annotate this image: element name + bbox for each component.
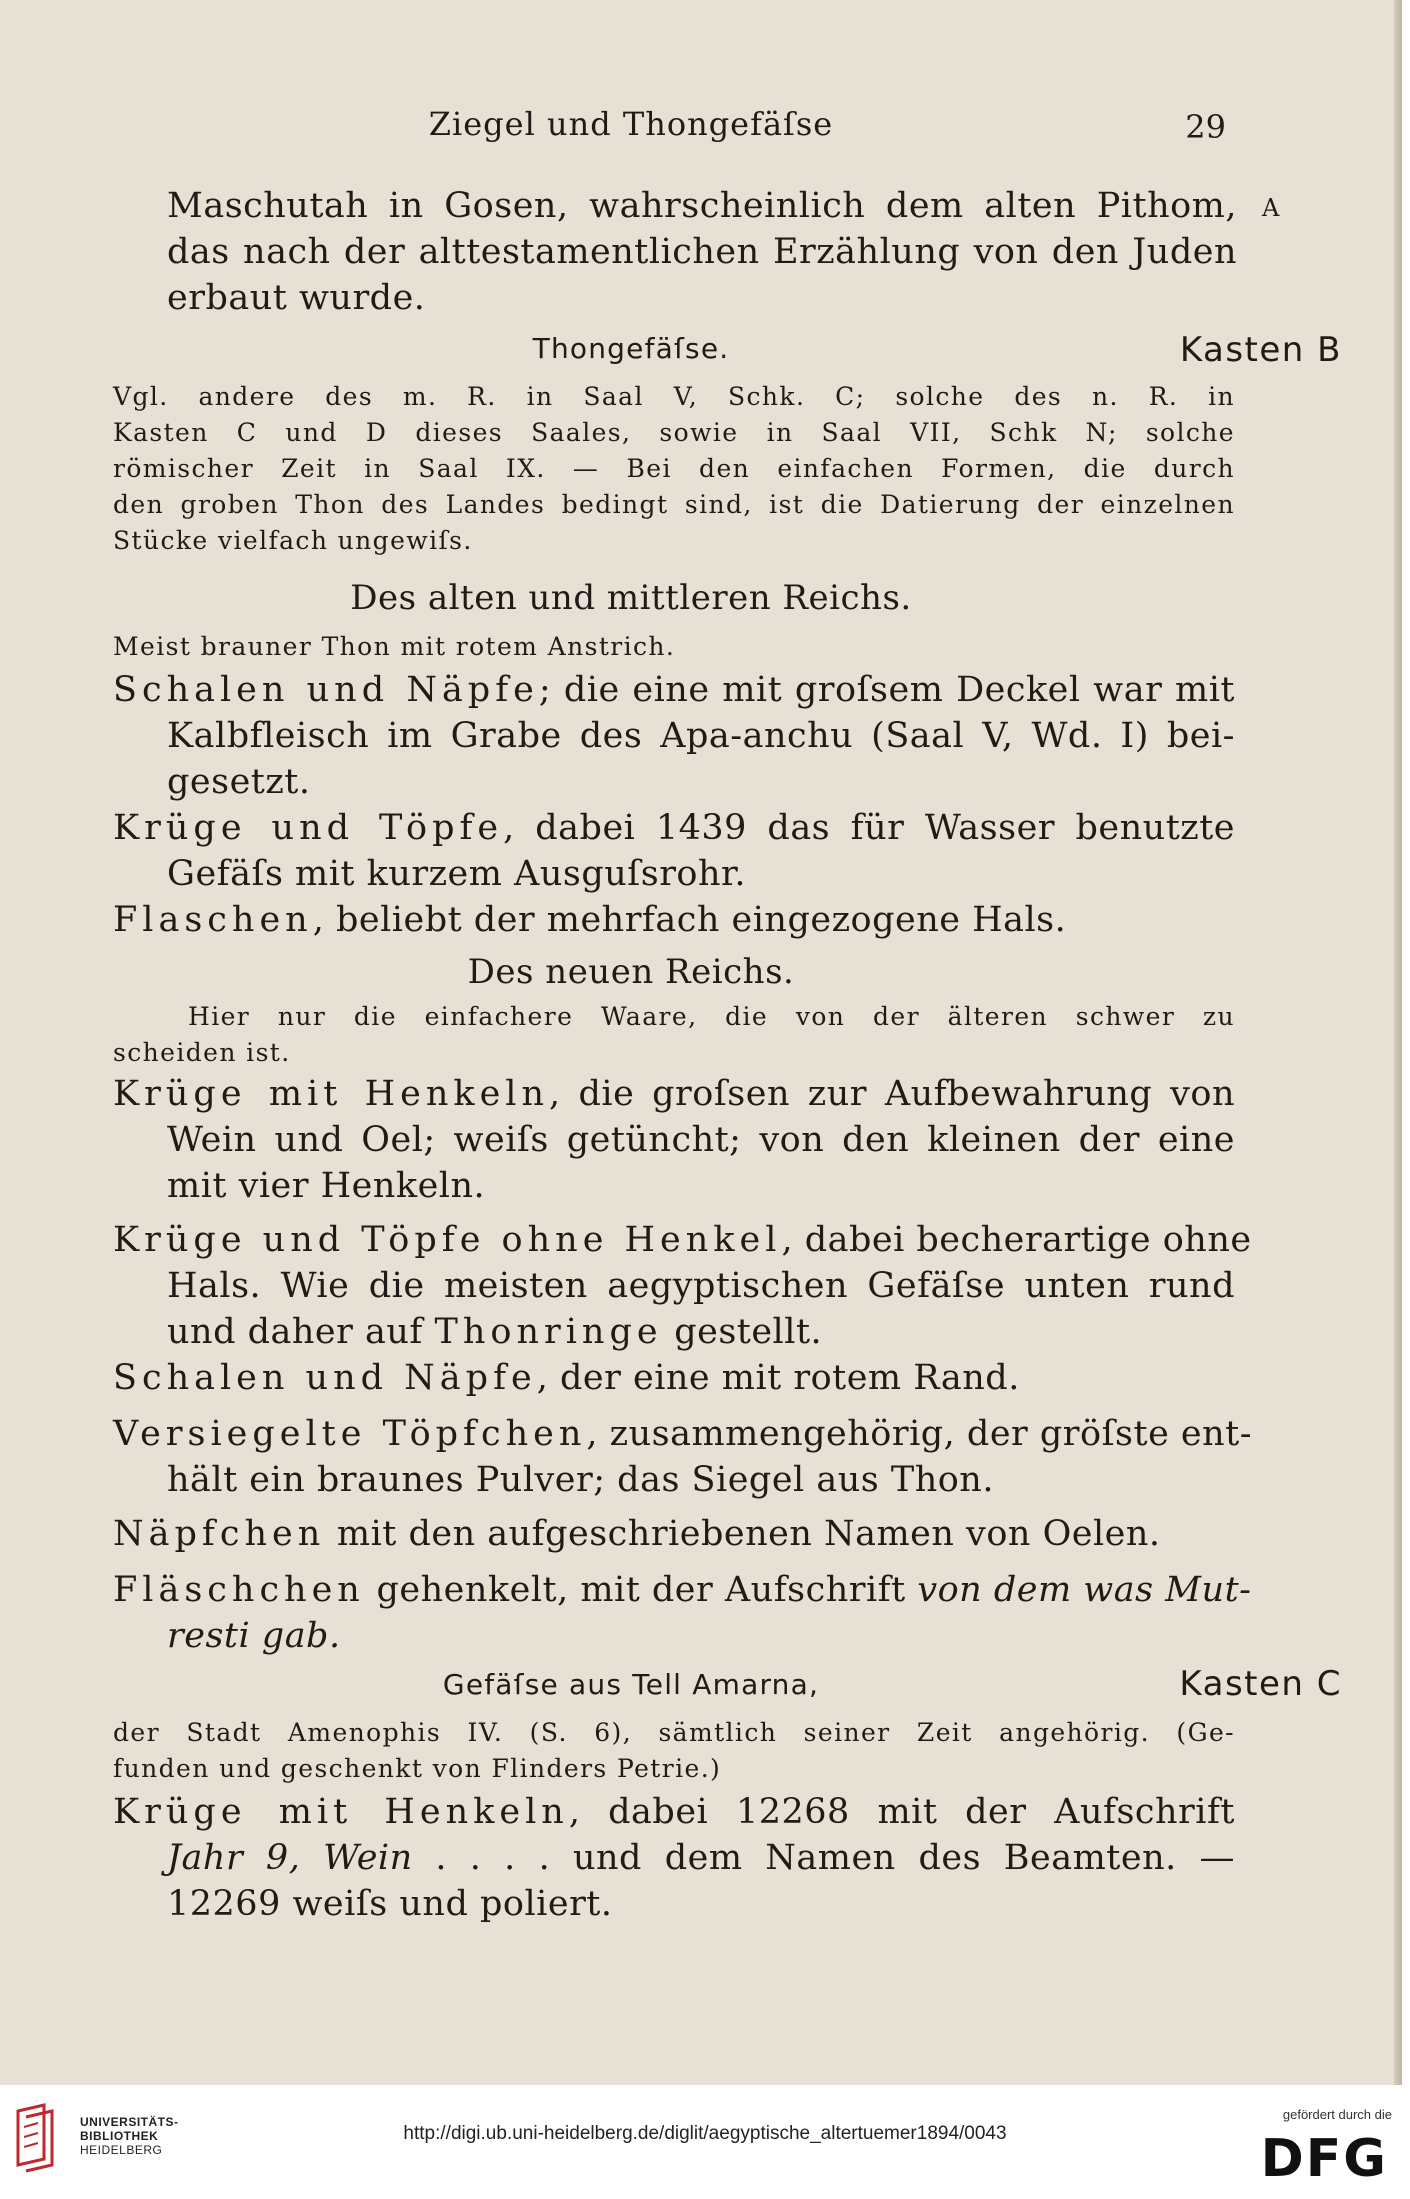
entry-amarna-kruege-line-2: Jahr 9, Wein . . . . und dem Namen des Beamten. — — [167, 1838, 1235, 1878]
entry-flaeschchen-line-1: Fläschchen gehenkelt, mit der Aufschrift von dem was Mut- — [113, 1570, 1252, 1610]
section2-note-line-2: funden und geschenkt von Flinders Petrie.) — [113, 1754, 722, 1783]
dfg-logo-icon: DFG — [1260, 2129, 1388, 2189]
entry-term: Näpfchen — [113, 1514, 326, 1554]
section1-note-line-4: den groben Thon des Landes bedingt sind, ist die Datierung der einzelnen — [113, 490, 1235, 519]
entry-flaeschchen-line-2: resti gab. — [167, 1616, 341, 1656]
subsection2-note-line-1: Hier nur die einfachere Waare, die von der älteren schwer zu — [188, 1002, 1235, 1031]
entry-term: Fläschchen — [113, 1570, 365, 1610]
section1-note-line-5: Stücke vielfach ungewiſs. — [113, 526, 473, 555]
entry-kruege-ohne-henkel-line-1: Krüge und Töpfe ohne Henkel, dabei becherartige ohne — [113, 1220, 1252, 1260]
intro-line-3: erbaut wurde. — [167, 278, 426, 318]
section-heading-thongefaesse: Thongefäſse. — [532, 332, 730, 365]
subsection-heading-new-kingdom: Des neuen Reichs. — [467, 952, 795, 992]
page-number: 29 — [1185, 108, 1226, 146]
section-heading-tell-amarna: Gefäſse aus Tell Amarna, — [442, 1668, 820, 1701]
entry-term: Schalen und Näpfe — [113, 1358, 537, 1398]
entry-term: Flaschen — [113, 900, 313, 940]
entry-versiegelte-toepfchen-line-1: Versiegelte Töpfchen, zusammengehörig, der gröſste ent- — [113, 1414, 1253, 1454]
entry-term: Krüge und Töpfe ohne Henkel — [113, 1220, 782, 1260]
entry-term: Krüge mit Henkeln — [113, 1074, 550, 1114]
entry-schalen-naepfe-rand: Schalen und Näpfe, der eine mit rotem Rand. — [113, 1358, 1020, 1398]
entry-kruege-ohne-henkel-line-3: und daher auf Thonringe gestellt. — [167, 1312, 823, 1352]
entry-kruege-toepfe-line-2: Gefäſs mit kurzem Ausguſsrohr. — [167, 854, 747, 894]
entry-term: Krüge und Töpfe — [113, 808, 504, 848]
running-header-title: Ziegel und Thongefäſse — [428, 105, 834, 143]
entry-versiegelte-toepfchen-line-2: hält ein braunes Pulver; das Siegel aus Thon. — [167, 1460, 994, 1500]
library-name: UNIVERSITÄTS- BIBLIOTHEK HEIDELBERG — [80, 2115, 179, 2157]
section2-note-line-1: der Stadt Amenophis IV. (S. 6), sämtlich seiner Zeit angehörig. (Ge- — [113, 1718, 1235, 1747]
permalink-url[interactable]: http://digi.ub.uni-heidelberg.de/diglit/aegyptische_altertuemer1894/0043 — [403, 2123, 1007, 2144]
kasten-c-label: Kasten C — [1179, 1664, 1342, 1704]
subsection-heading-old-middle-kingdom: Des alten und mittleren Reichs. — [350, 578, 912, 618]
entry-amarna-kruege-line-3: 12269 weiſs und poliert. — [167, 1884, 613, 1924]
entry-amarna-kruege-line-1: Krüge mit Henkeln, dabei 12268 mit der Aufschrift — [113, 1792, 1236, 1832]
entry-term: Versiegelte Töpfchen — [113, 1414, 587, 1454]
section1-note-line-1: Vgl. andere des m. R. in Saal V, Schk. C; solche des n. R. in — [113, 382, 1235, 411]
digital-library-footer — [0, 2085, 1410, 2199]
entry-kruege-henkeln-line-2: Wein und Oel; weiſs getüncht; von den kleinen der eine — [167, 1120, 1235, 1160]
section1-note-line-3: römischer Zeit in Saal IX. — Bei den einfachen Formen, die durch — [113, 454, 1235, 483]
kasten-b-label: Kasten B — [1179, 330, 1342, 370]
margin-letter-a: A — [1262, 194, 1280, 222]
entry-schalen-naepfe-line-2: Kalbfleisch im Grabe des Apa-anchu (Saal V, Wd. I) bei- — [167, 716, 1235, 756]
entry-term: Schalen und Näpfe — [113, 670, 539, 710]
funded-by-label: gefördert durch die — [1282, 2107, 1392, 2122]
entry-naepfchen: Näpfchen mit den aufgeschriebenen Namen von Oelen. — [113, 1514, 1161, 1554]
entry-kruege-henkeln-line-1: Krüge mit Henkeln, die groſsen zur Aufbewahrung von — [113, 1074, 1235, 1114]
entry-kruege-ohne-henkel-line-2: Hals. Wie die meisten aegyptischen Gefäſse unten rund — [167, 1266, 1235, 1306]
entry-term: Krüge mit Henkeln — [113, 1792, 569, 1832]
subsection2-note-line-2: scheiden ist. — [113, 1038, 291, 1067]
intro-line-2: das nach der alttestamentlichen Erzählung von den Juden — [167, 232, 1237, 272]
intro-line-1: Maschutah in Gosen, wahrscheinlich dem alten Pithom, — [167, 186, 1237, 226]
entry-schalen-naepfe-line-3: gesetzt. — [167, 762, 311, 802]
entry-schalen-naepfe-line-1: Schalen und Näpfe; die eine mit groſsem Deckel war mit — [113, 670, 1235, 710]
entry-kruege-henkeln-line-3: mit vier Henkeln. — [167, 1166, 486, 1206]
subsection1-note: Meist brauner Thon mit rotem Anstrich. — [113, 632, 676, 661]
entry-flaschen: Flaschen, beliebt der mehrfach eingezogene Hals. — [113, 900, 1067, 940]
section1-note-line-2: Kasten C und D dieses Saales, sowie in Saal VII, Schk N; solche — [113, 418, 1235, 447]
entry-kruege-toepfe-line-1: Krüge und Töpfe, dabei 1439 das für Wasser benutzte — [113, 808, 1235, 848]
